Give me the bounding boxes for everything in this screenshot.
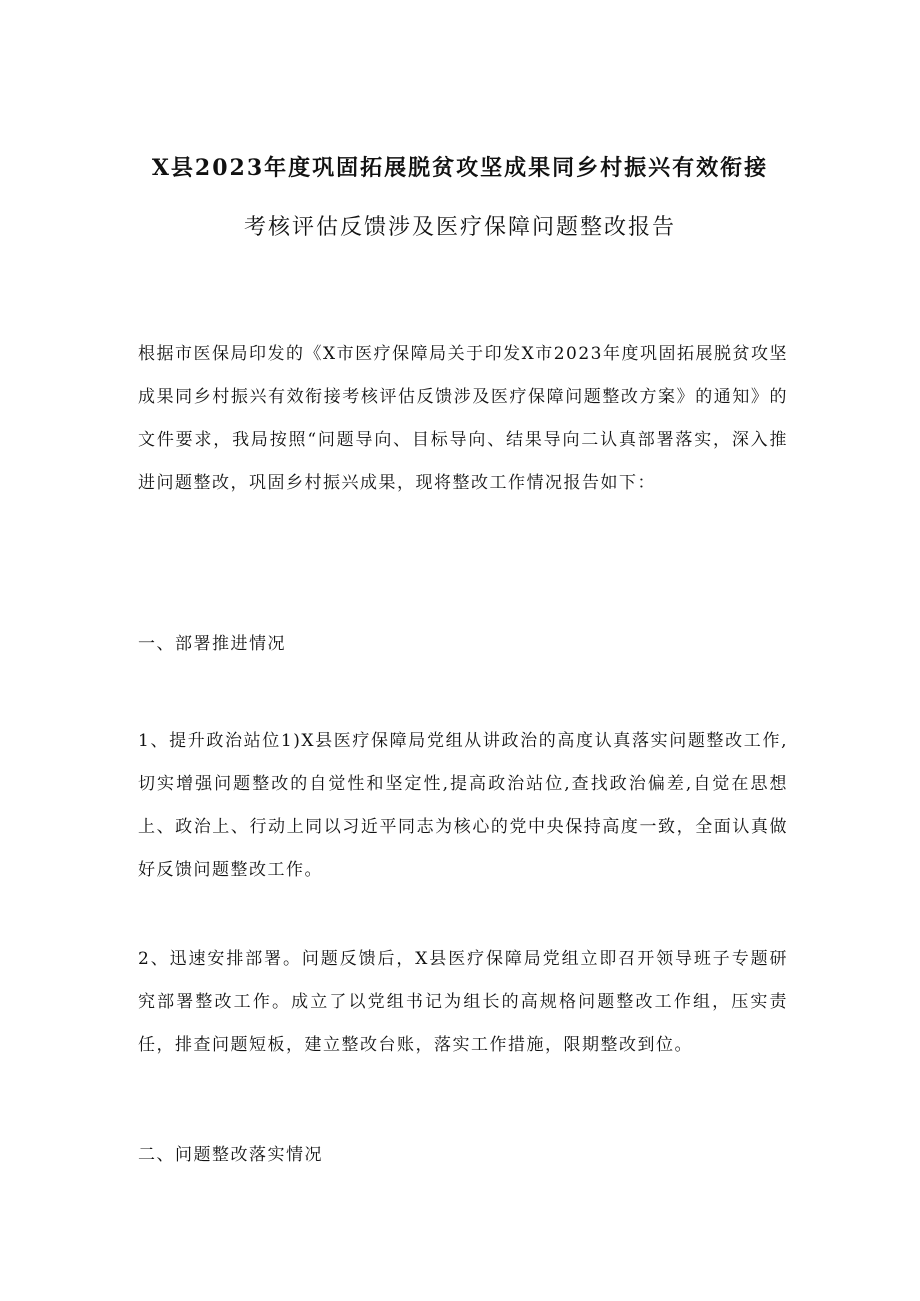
paragraph-item-2: 2、迅速安排部署。问题反馈后，X县医疗保障局党组立即召开领导班子专题研究部署整改工作。成立了以党组书记为组长的高规格问题整改工作组，压实责任，排查问题短板，建立整改台账，落实工作措施，限期整改到位。 [138, 949, 788, 1055]
document-title-line-1: X县2023年度巩固拓展脱贫攻坚成果同乡村振兴有效衔接 [151, 155, 769, 181]
section-heading-deployment: 一、部署推进情况 [138, 634, 286, 654]
paragraph-item-1: 1、提升政治站位1)X县医疗保障局党组从讲政治的高度认真落实问题整改工作,切实增强问题整改的自觉性和坚定性,提高政治站位,查找政治偏差,自觉在思想上、政治上、行动上同以习近平同志为核心的党中央保持高度一致，全面认真做好反馈问题整改工作。 [138, 731, 788, 880]
document-title-line-2: 考核评估反馈涉及医疗保障问题整改报告 [243, 215, 676, 240]
section-heading-rectification: 二、问题整改落实情况 [138, 1145, 323, 1165]
intro-paragraph: 根据市医保局印发的《X市医疗保障局关于印发X市2023年度巩固拓展脱贫攻坚成果同乡村振兴有效衔接考核评估反馈涉及医疗保障问题整改方案》的通知》的文件要求，我局按照“问题导向、目标导向、结果导向二认真部署落实，深入推进问题整改，巩固乡村振兴成果，现将整改工作情况报告如下： [138, 344, 788, 493]
